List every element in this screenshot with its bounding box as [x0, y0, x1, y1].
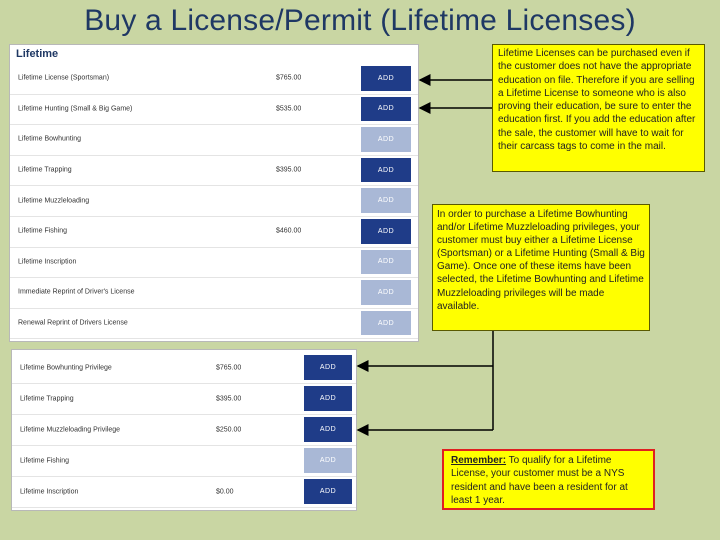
add-button: ADD — [304, 448, 352, 473]
item-price: $395.00 — [216, 395, 242, 402]
item-name: Lifetime Inscription — [20, 488, 79, 495]
add-button[interactable]: ADD — [361, 66, 411, 91]
item-name: Lifetime Hunting (Small & Big Game) — [18, 105, 133, 113]
item-price: $250.00 — [216, 426, 242, 433]
add-button: ADD — [361, 250, 411, 275]
add-button[interactable]: ADD — [304, 355, 352, 380]
item-name: Lifetime Fishing — [18, 227, 68, 235]
add-button: ADD — [361, 188, 411, 213]
add-button[interactable]: ADD — [361, 97, 411, 122]
item-name: Lifetime Trapping — [18, 166, 72, 174]
item-name: Renewal Reprint of Drivers License — [18, 319, 128, 327]
item-name: Lifetime Bowhunting — [18, 135, 82, 143]
add-button[interactable]: ADD — [361, 158, 411, 183]
item-name: Lifetime Trapping — [20, 395, 74, 402]
add-button: ADD — [361, 280, 411, 305]
item-price: $0.00 — [216, 488, 234, 495]
add-button: ADD — [361, 311, 411, 336]
note-education-first-text: Lifetime Licenses can be purchased even if the customer does not have the appropriate education on file. Therefore if you are selling a Lifetime License to someone who is also proving their education, be sure to enter the education first. If you add the education after the sale, the customer will have to wait for their carcass tags to come in the mail. — [498, 48, 696, 153]
item-price: $765.00 — [276, 74, 302, 82]
add-button[interactable]: ADD — [304, 386, 352, 411]
note-privilege-requirements-text: In order to purchase a Lifetime Bowhunting and/or Lifetime Muzzleloading privileges, your customer must buy either a Lifetime License (Sportsman) or a Lifetime Hunting (Small & Big Game). Once one of these items have been selected, the Lifetime Bowhunting and Lifetime Muzzleloading privileges will be made available. — [437, 209, 645, 312]
slide-title: Buy a License/Permit (Lifetime Licenses) — [84, 4, 636, 37]
item-name: Lifetime Inscription — [18, 258, 77, 266]
item-name: Immediate Reprint of Driver's License — [18, 288, 135, 296]
item-name: Lifetime Bowhunting Privilege — [20, 364, 112, 371]
add-button[interactable]: ADD — [304, 417, 352, 442]
item-price: $535.00 — [276, 105, 302, 113]
item-price: $765.00 — [216, 364, 242, 371]
item-price: $395.00 — [276, 166, 302, 174]
item-price: $460.00 — [276, 227, 302, 235]
add-button: ADD — [361, 127, 411, 152]
remember-label: Remember: — [451, 455, 507, 466]
add-button[interactable]: ADD — [304, 479, 352, 504]
add-button[interactable]: ADD — [361, 219, 411, 244]
item-name: Lifetime Muzzleloading Privilege — [20, 426, 120, 433]
panel-heading: Lifetime — [16, 48, 59, 60]
remember-text: To qualify for a Lifetime License, your customer must be a NYS resident and have been a resident for at least 1 year. — [451, 455, 628, 506]
item-name: Lifetime License (Sportsman) — [18, 74, 110, 82]
item-name: Lifetime Fishing — [20, 457, 70, 464]
item-name: Lifetime Muzzleloading — [18, 197, 90, 205]
